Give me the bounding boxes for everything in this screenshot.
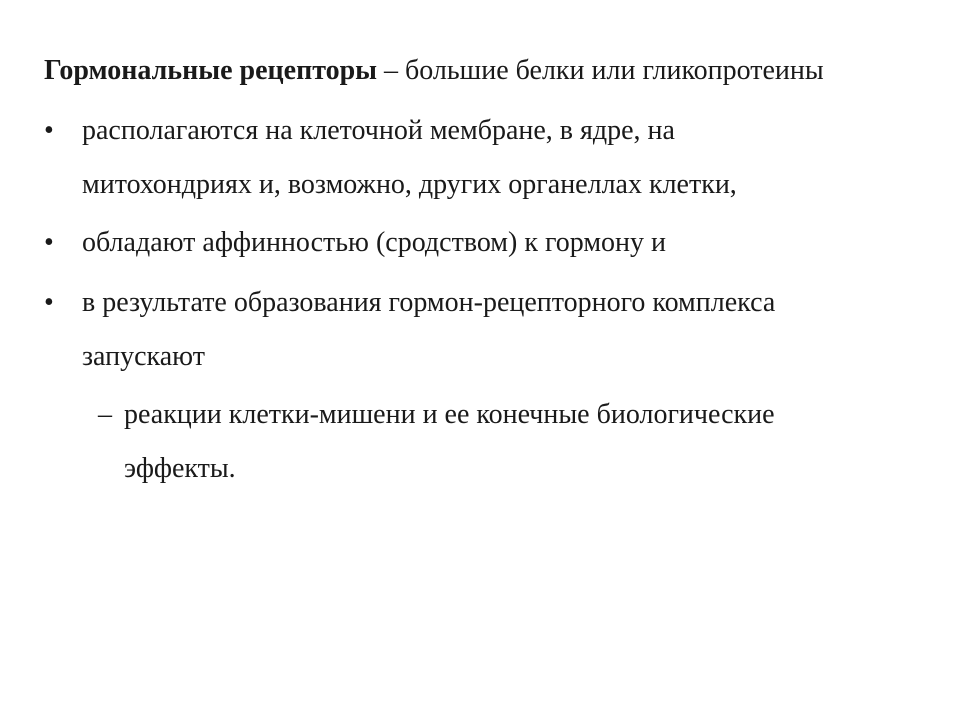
bullet-marker-2: • [44, 227, 54, 258]
sub-bullet-marker: – [98, 399, 112, 430]
bullet-marker-1: • [44, 115, 54, 146]
bullet-marker-3: • [44, 287, 54, 318]
bullet-3-line-1: в результате образования гормон-рецепторного комплекса [82, 287, 776, 318]
bullet-2-line-1: обладают аффинностью (сродством) к гормону и [82, 227, 667, 258]
bullet-3-line-2: запускают [82, 341, 205, 372]
bullet-1-line-2: митохондриях и, возможно, других органеллах клетки, [82, 169, 737, 200]
intro-definition: – большие белки или гликопротеины [377, 55, 824, 86]
intro-line [44, 54, 824, 88]
intro-term: Гормональные рецепторы [44, 55, 378, 86]
sub-bullet-line-2: эффекты. [124, 453, 236, 484]
bullet-1-line-1: располагаются на клеточной мембране, в ядре, на [82, 115, 675, 146]
sub-bullet-line-1: реакции клетки-мишени и ее конечные биологические [124, 399, 775, 430]
